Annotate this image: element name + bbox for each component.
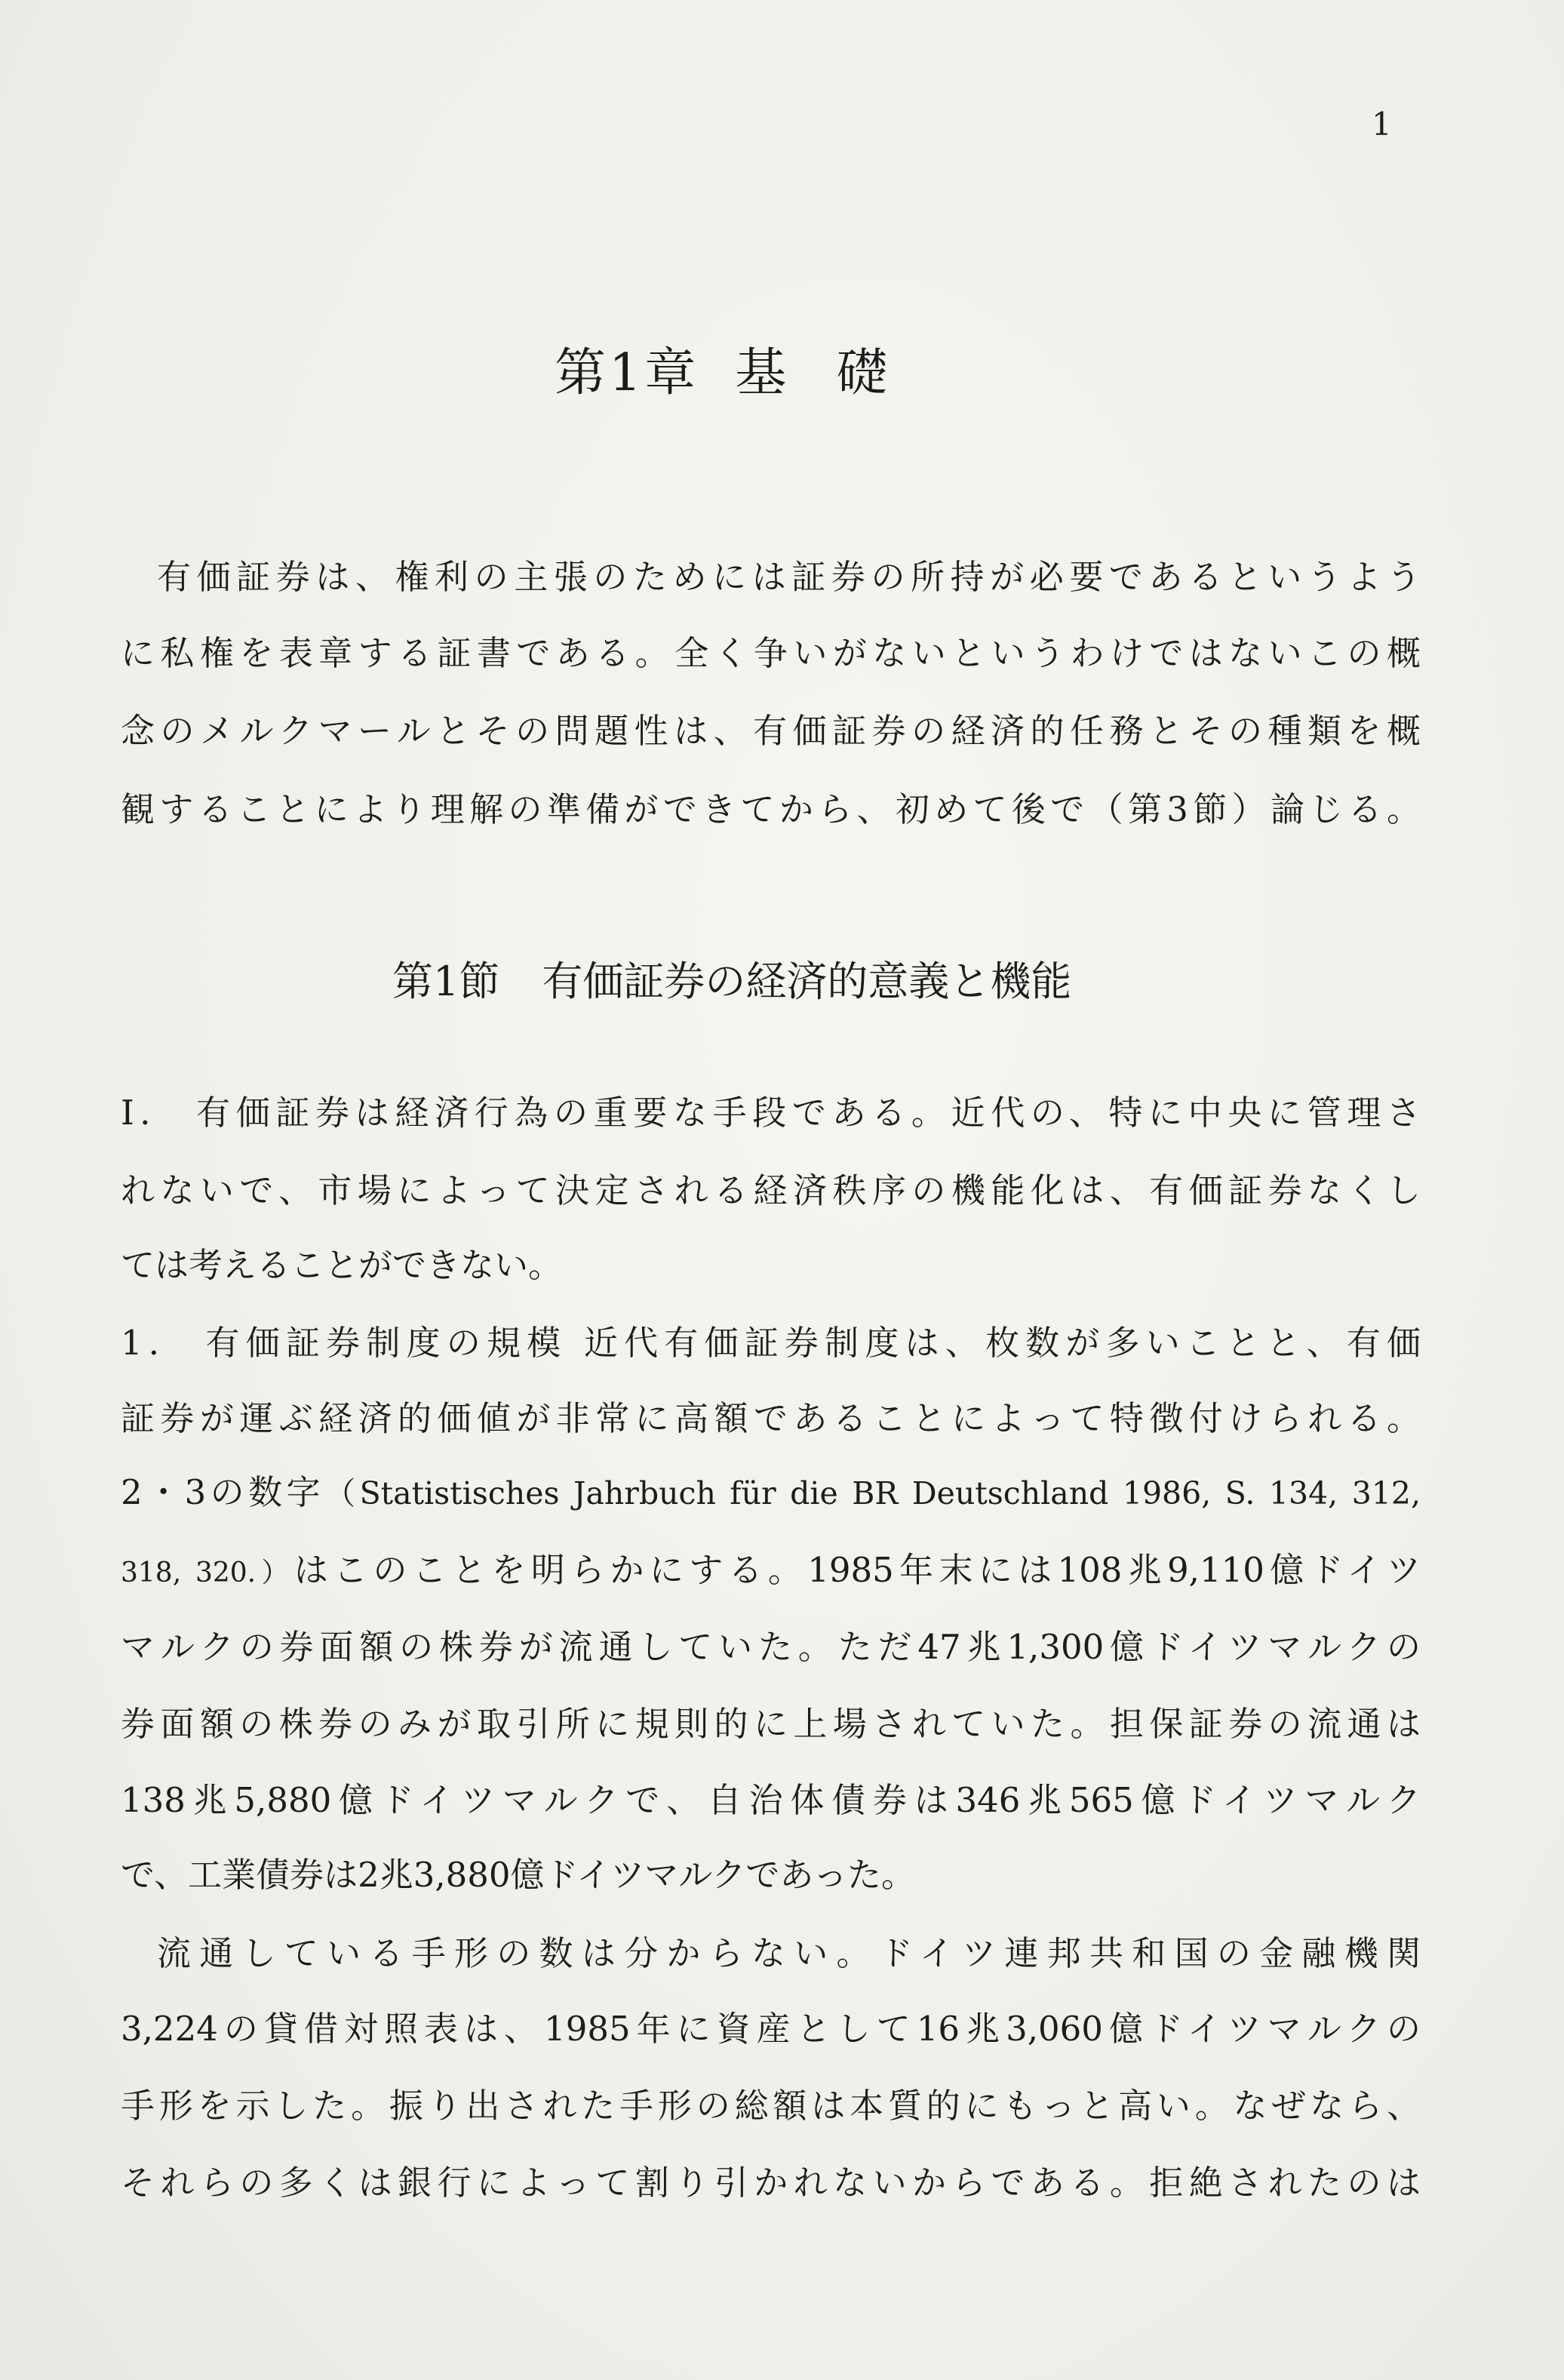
section-number: 第1節 (392, 958, 500, 1005)
text-line: 観することにより理解の準備ができてから、初めて後で（第3節）論じる。 (121, 789, 1421, 829)
text-line: れないで、市場によって決定される経済秩序の機能化は、有価証券なくし (121, 1170, 1421, 1210)
text-line: 1． 有価証券制度の規模 近代有価証券制度は、枚数が多いことと、有価 (121, 1323, 1421, 1363)
text-line: 手形を示した。振り出された手形の総額は本質的にもっと高い。なぜなら、 (121, 2086, 1421, 2126)
text-line: 流通している手形の数は分からない。ドイツ連邦共和国の金融機関 (157, 1933, 1421, 1973)
page-number: 1 (1372, 106, 1392, 143)
text-line: 3,224の貸借対照表は、1985年に資産として16兆3,060億ドイツマルクの (121, 2009, 1421, 2049)
section-title-text: 有価証券の経済的意義と機能 (542, 958, 1072, 1005)
chapter-title (555, 332, 890, 405)
text-line: 証券が運ぶ経済的価値が非常に高額であることによって特徴付けられる。 (121, 1398, 1421, 1438)
figure-reference: 2・3の数字 (121, 1472, 325, 1512)
text-line: 念のメルクマールとその問題性は、有価証券の経済的任務とその種類を概 (121, 711, 1421, 751)
text-line: 有価証券は、権利の主張のためには証券の所持が必要であるというよう (157, 557, 1421, 597)
citation: （Statistisches Jahrbuch für die BR Deutschland 1986, S. 134, 312, (324, 1475, 1421, 1511)
chapter-title-char-2: 礎 (836, 343, 891, 403)
text-line: ては考えることができない。 (121, 1245, 563, 1285)
text-line: それらの多くは銀行によって割り引かれないからである。拒絶されたのは (121, 2163, 1421, 2203)
section-title (392, 949, 1071, 1007)
chapter-number: 第1章 (555, 343, 699, 403)
text-line: に私権を表章する証書である。全く争いがないというわけではないこの概 (121, 633, 1421, 673)
text-line: で、工業債券は2兆3,880億ドイツマルクであった。 (121, 1855, 915, 1895)
chapter-title-char-1: 基 (735, 343, 790, 403)
text-run: はこのことを明らかにする。1985年末には108兆9,110億ドイツ (293, 1550, 1421, 1590)
text-line: Ⅰ． 有価証券は経済行為の重要な手段である。近代の、特に中央に管理さ (121, 1093, 1421, 1133)
text-line (121, 1550, 1421, 1590)
citation-end: 318, 320.） (121, 1557, 294, 1588)
text-line: マルクの券面額の株券が流通していた。ただ47兆1,300億ドイツマルクの (121, 1627, 1421, 1667)
text-line (121, 1472, 1421, 1512)
text-line: 138兆5,880億ドイツマルクで、自治体債券は346兆565億ドイツマルク (121, 1780, 1421, 1820)
text-line: 券面額の株券のみが取引所に規則的に上場されていた。担保証券の流通は (121, 1704, 1421, 1744)
